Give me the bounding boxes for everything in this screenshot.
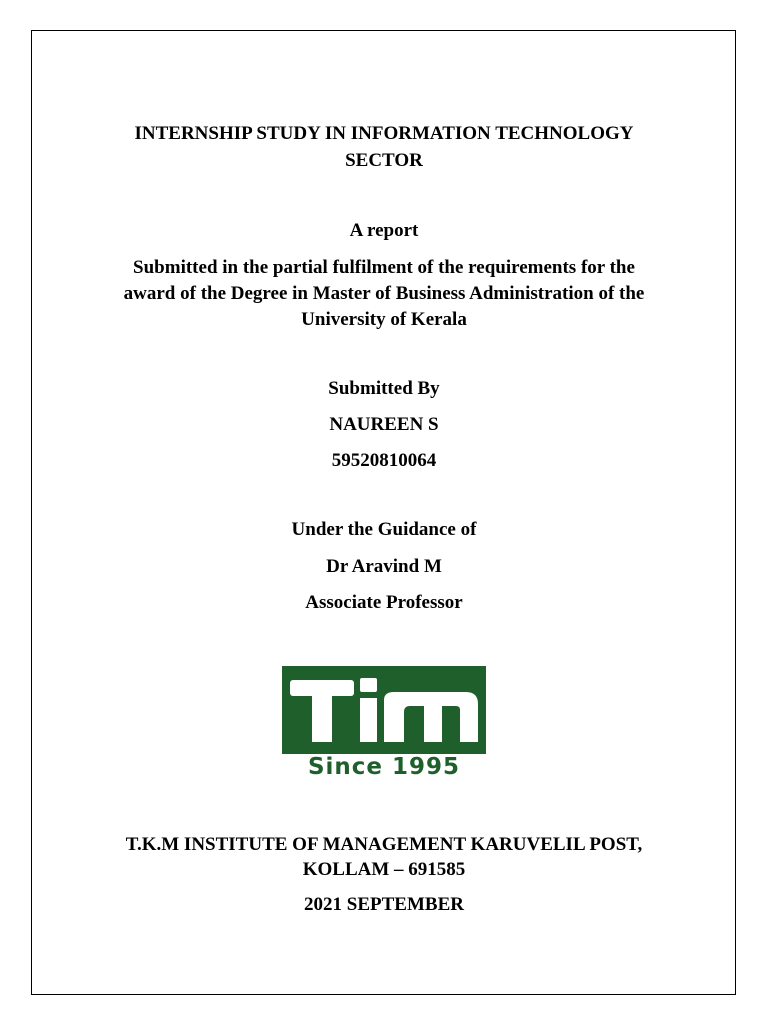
report-heading: A report (349, 220, 419, 241)
submitted-by-label: Submitted By (328, 378, 440, 399)
register-number: 59520810064 (331, 450, 437, 471)
guidance-label: Under the Guidance of (291, 519, 477, 540)
student-name: NAUREEN S (329, 414, 439, 435)
report-purpose-line-2: award of the Degree in Master of Business Administration of the (123, 283, 645, 304)
report-title-line-1: INTERNSHIP STUDY IN INFORMATION TECHNOLOGY (134, 123, 634, 144)
guide-designation: Associate Professor (305, 592, 463, 613)
guide-name: Dr Aravind M (326, 556, 442, 577)
submission-date: 2021 SEPTEMBER (304, 894, 464, 915)
logo-tagline: Since 1995 (307, 754, 461, 778)
institute-address-line-1: T.K.M INSTITUTE OF MANAGEMENT KARUVELIL POST, (125, 834, 643, 855)
report-purpose-line-1: Submitted in the partial fulfilment of the requirements for the (133, 257, 635, 278)
institute-address-line-2: KOLLAM – 691585 (302, 859, 466, 880)
report-title-line-2: SECTOR (345, 150, 423, 171)
report-purpose-line-3: University of Kerala (301, 309, 467, 330)
institute-logo (282, 666, 486, 778)
